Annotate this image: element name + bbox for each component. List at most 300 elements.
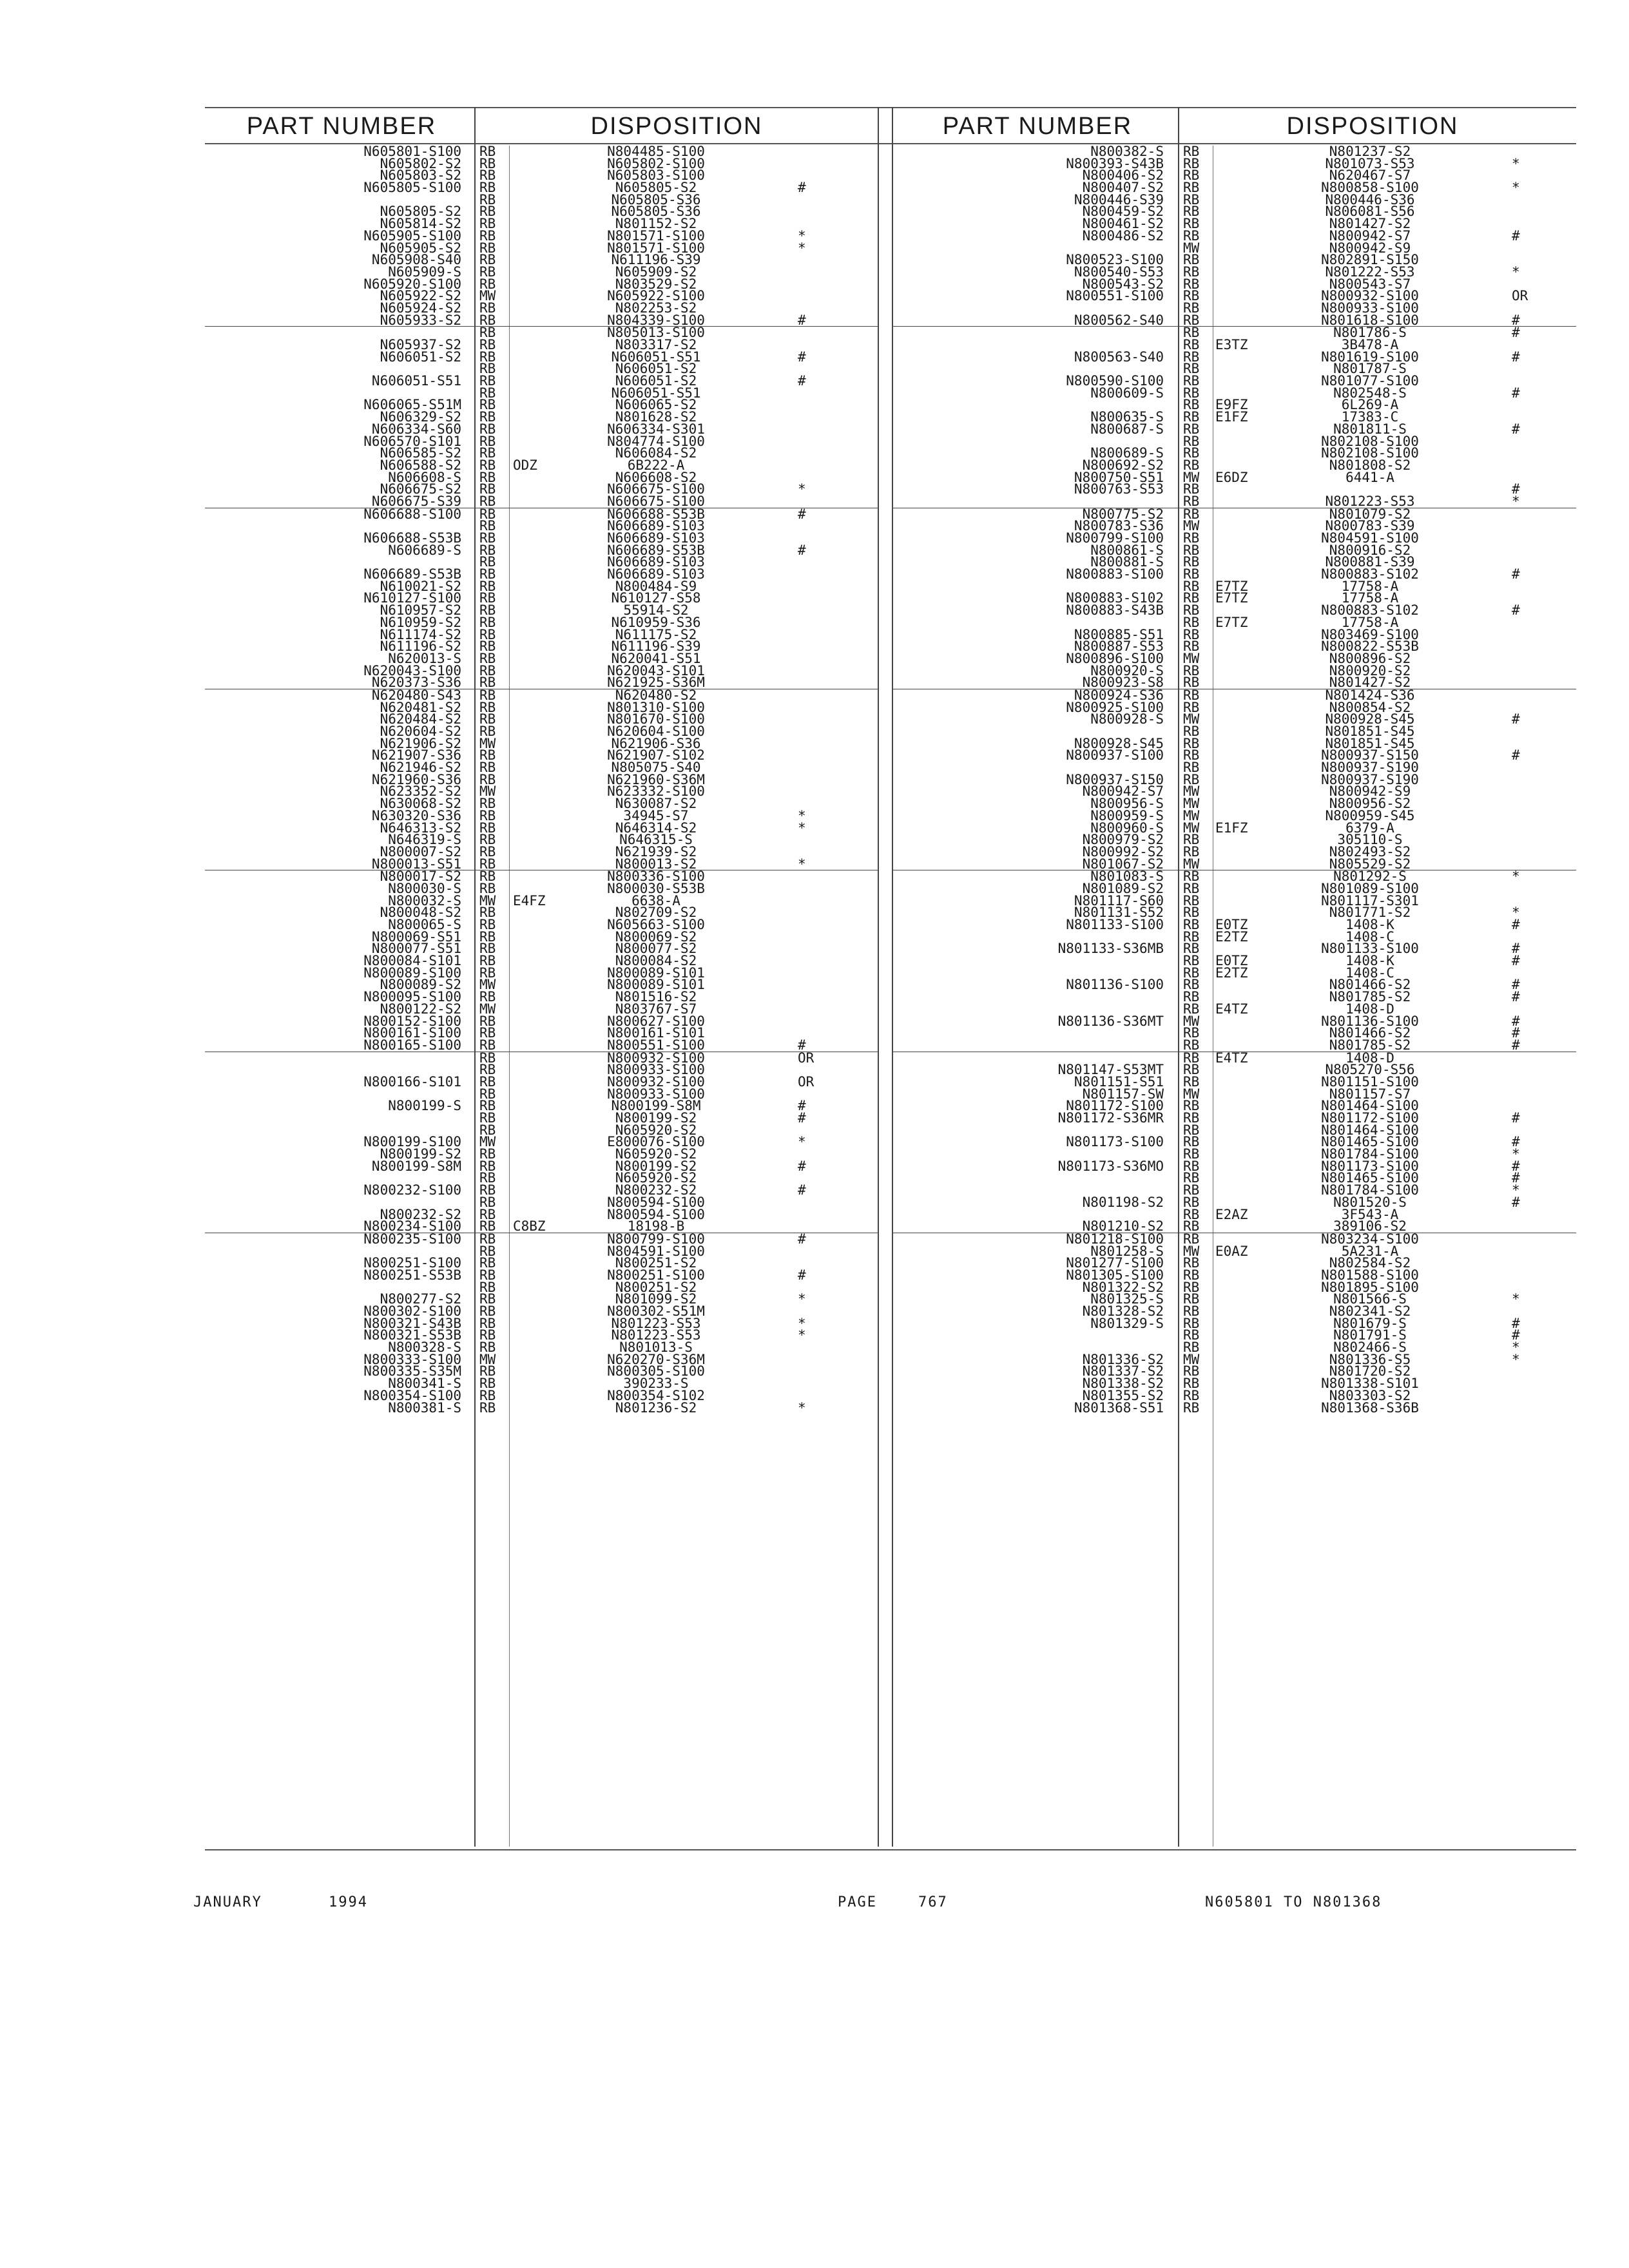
disposition-cell: N804591-S100 bbox=[607, 1243, 705, 1259]
table-row bbox=[205, 469, 878, 485]
code-cell: RB bbox=[1183, 747, 1200, 764]
engineering-code-cell: E4TZ bbox=[1215, 1050, 1248, 1066]
table-row bbox=[205, 1160, 878, 1173]
flag-cell: * bbox=[798, 227, 806, 244]
flag-cell: # bbox=[1512, 1025, 1520, 1041]
disposition-cell: N611175-S2 bbox=[615, 626, 697, 642]
disposition-cell: N801465-S100 bbox=[1321, 1134, 1419, 1150]
table-row bbox=[893, 843, 1576, 860]
table-row bbox=[893, 735, 1576, 751]
table-row bbox=[893, 556, 1576, 568]
table-row bbox=[893, 1387, 1576, 1403]
flag-cell: # bbox=[1512, 989, 1520, 1005]
code-cell: RB bbox=[479, 361, 496, 377]
code-cell: RB bbox=[1183, 1206, 1200, 1222]
flag-cell: * bbox=[798, 807, 806, 823]
engineering-code-cell: E1FZ bbox=[1215, 409, 1248, 425]
disposition-cell: N802493-S2 bbox=[1329, 843, 1411, 860]
table-row bbox=[205, 1245, 878, 1258]
code-cell: RB bbox=[479, 796, 496, 812]
part-number-cell: N801133-S100 bbox=[1066, 917, 1164, 932]
code-cell: RB bbox=[479, 1110, 496, 1126]
disposition-cell: N800883-S102 bbox=[1321, 602, 1419, 619]
code-cell: RB bbox=[479, 614, 496, 630]
code-cell: RB bbox=[1183, 1146, 1200, 1162]
code-cell: RB bbox=[479, 554, 496, 570]
disposition-cell: N801679-S bbox=[1333, 1315, 1407, 1331]
engineering-code-cell: E1FZ bbox=[1215, 820, 1248, 836]
disposition-cell: N800446-S36 bbox=[1325, 191, 1415, 207]
part-number-cell: N620373-S36 bbox=[371, 675, 461, 691]
disposition-cell: N805075-S40 bbox=[611, 760, 701, 776]
table-row bbox=[205, 1100, 878, 1112]
part-number-cell: N605905-S2 bbox=[380, 240, 461, 256]
table-row bbox=[205, 1112, 878, 1124]
disposition-cell: N800354-S102 bbox=[607, 1387, 705, 1403]
footer-page-number: 767 bbox=[918, 1894, 948, 1910]
table-row bbox=[205, 363, 878, 375]
table-row bbox=[205, 578, 878, 594]
code-cell: RB bbox=[1183, 639, 1200, 655]
disposition-cell: N800942-S9 bbox=[1329, 240, 1411, 256]
flag-cell: * bbox=[1512, 1182, 1520, 1198]
code-cell: RB bbox=[1183, 965, 1200, 981]
code-cell: RB bbox=[479, 337, 496, 352]
disposition-cell: N800920-S2 bbox=[1329, 662, 1411, 678]
disposition-cell: N621939-S2 bbox=[615, 843, 697, 860]
part-number-cell: N800302-S100 bbox=[363, 1303, 461, 1319]
part-number-cell: N801325-S bbox=[1090, 1291, 1164, 1307]
disposition-cell: N801628-S2 bbox=[615, 409, 697, 425]
table-row bbox=[205, 1073, 878, 1090]
bottom-rule bbox=[205, 1849, 1576, 1850]
code-cell: RB bbox=[1183, 662, 1200, 678]
code-cell: RB bbox=[479, 312, 496, 328]
part-number-cell: N800896-S100 bbox=[1066, 650, 1164, 666]
flag-cell: * bbox=[798, 240, 806, 256]
code-cell: RB bbox=[479, 325, 496, 341]
part-number-cell: N800540-S53 bbox=[1074, 264, 1164, 280]
code-cell: RB bbox=[479, 1303, 496, 1319]
code-cell: RB bbox=[479, 1399, 496, 1416]
disposition-cell: N800932-S100 bbox=[607, 1050, 705, 1066]
part-number-cell: N801277-S100 bbox=[1066, 1255, 1164, 1271]
part-number-cell: N605805-S100 bbox=[363, 180, 461, 196]
code-cell: RB bbox=[1183, 578, 1200, 594]
code-cell: RB bbox=[479, 421, 496, 437]
table-row bbox=[205, 459, 878, 472]
table-row bbox=[893, 155, 1576, 171]
code-cell: RB bbox=[479, 711, 496, 727]
table-row bbox=[893, 469, 1576, 485]
code-cell: RB bbox=[1183, 397, 1200, 413]
code-cell: RB bbox=[1183, 699, 1200, 715]
part-number-cell: N801337-S2 bbox=[1082, 1363, 1164, 1379]
part-number-cell: N800382-S bbox=[1090, 144, 1164, 159]
code-cell: RB bbox=[1183, 1122, 1200, 1138]
part-number-cell: N800069-S51 bbox=[371, 928, 461, 945]
table-row bbox=[893, 785, 1576, 798]
code-cell: RB bbox=[479, 1158, 496, 1174]
disposition-cell: N800933-S100 bbox=[607, 1086, 705, 1102]
disposition-cell: 1408-K bbox=[1345, 917, 1394, 932]
part-number-cell: N630068-S2 bbox=[380, 796, 461, 812]
code-cell: RB bbox=[1183, 1194, 1200, 1210]
code-cell: RB bbox=[1183, 349, 1200, 365]
table-row bbox=[205, 314, 878, 327]
part-number-cell: N620604-S2 bbox=[380, 724, 461, 739]
disposition-cell: N606051-S51 bbox=[611, 349, 701, 365]
code-cell: RB bbox=[479, 216, 496, 232]
disposition-cell: N606689-S103 bbox=[607, 530, 705, 546]
code-cell: RB bbox=[479, 457, 496, 473]
part-number-cell: N800562-S40 bbox=[1074, 312, 1164, 328]
part-number-cell: N800687-S bbox=[1090, 421, 1164, 437]
code-cell: MW bbox=[1183, 1243, 1200, 1259]
code-cell: RB bbox=[1183, 1110, 1200, 1126]
table-row bbox=[205, 387, 878, 399]
table-row bbox=[893, 1279, 1576, 1295]
disposition-cell: N800881-S39 bbox=[1325, 554, 1415, 570]
table-row bbox=[893, 218, 1576, 230]
flag-cell: * bbox=[1512, 264, 1520, 280]
table-row bbox=[893, 433, 1576, 449]
table-row bbox=[205, 1399, 878, 1416]
part-number-cell: N800234-S100 bbox=[363, 1218, 461, 1235]
disposition-cell: N801089-S100 bbox=[1321, 880, 1419, 896]
disposition-cell: N800336-S100 bbox=[607, 869, 705, 885]
code-cell: RB bbox=[1183, 312, 1200, 328]
code-cell: RB bbox=[479, 1050, 496, 1066]
part-number-cell: N800166-S101 bbox=[363, 1073, 461, 1090]
table-row bbox=[205, 242, 878, 255]
disposition-cell: N801465-S100 bbox=[1321, 1170, 1419, 1186]
code-cell: RB bbox=[1183, 1218, 1200, 1235]
left-disposition-header: DISPOSITION bbox=[590, 113, 763, 140]
right-parts-table bbox=[893, 146, 1576, 1414]
engineering-code-cell: E4TZ bbox=[1215, 1001, 1248, 1017]
center-divider-a bbox=[878, 107, 879, 1847]
table-row bbox=[205, 326, 878, 339]
code-cell: RB bbox=[479, 1098, 496, 1114]
table-row bbox=[205, 713, 878, 726]
table-row bbox=[205, 822, 878, 834]
code-cell: RB bbox=[479, 227, 496, 244]
flag-cell: # bbox=[1512, 711, 1520, 727]
part-number-cell: N800232-S100 bbox=[363, 1182, 461, 1198]
part-number-cell: N606051-S51 bbox=[371, 373, 461, 389]
disposition-cell: N800199-S8M bbox=[611, 1098, 701, 1114]
disposition-cell: N801784-S100 bbox=[1321, 1146, 1419, 1162]
disposition-cell: N800858-S100 bbox=[1321, 180, 1419, 196]
table-row bbox=[205, 1220, 878, 1233]
code-cell: RB bbox=[479, 276, 496, 292]
disposition-cell: N801619-S100 bbox=[1321, 349, 1419, 365]
table-row bbox=[205, 798, 878, 810]
footer-range: N605801 TO N801368 bbox=[1205, 1894, 1382, 1910]
flag-cell: * bbox=[798, 1291, 806, 1307]
part-number-cell: N605801-S100 bbox=[363, 144, 461, 159]
table-row bbox=[893, 1269, 1576, 1282]
table-row bbox=[205, 483, 878, 495]
code-cell: RB bbox=[1183, 724, 1200, 739]
code-cell: RB bbox=[479, 1267, 496, 1283]
table-row bbox=[205, 1039, 878, 1052]
disposition-cell: N803317-S2 bbox=[615, 337, 697, 352]
part-number-cell: N800007-S2 bbox=[380, 843, 461, 860]
code-cell: RB bbox=[1183, 735, 1200, 751]
flag-cell: # bbox=[1512, 481, 1520, 497]
part-number-cell: N800881-S bbox=[1090, 554, 1164, 570]
table-row bbox=[205, 614, 878, 630]
flag-cell: OR bbox=[1512, 288, 1528, 304]
table-row bbox=[205, 892, 878, 908]
engineering-code-cell: E2AZ bbox=[1215, 1206, 1248, 1222]
table-row bbox=[893, 822, 1576, 834]
code-cell: RB bbox=[479, 1194, 496, 1210]
flag-cell: # bbox=[1512, 1110, 1520, 1126]
table-row bbox=[893, 650, 1576, 666]
part-number-cell: N606688-S53B bbox=[363, 530, 461, 546]
table-row bbox=[205, 650, 878, 666]
table-row bbox=[893, 626, 1576, 642]
table-row bbox=[893, 880, 1576, 896]
disposition-cell: N801152-S2 bbox=[615, 216, 697, 232]
table-row bbox=[205, 807, 878, 823]
code-cell: RB bbox=[479, 1243, 496, 1259]
disposition-cell: N801077-S100 bbox=[1321, 373, 1419, 389]
disposition-cell: N801895-S100 bbox=[1321, 1279, 1419, 1295]
table-row bbox=[893, 375, 1576, 387]
table-row bbox=[893, 1341, 1576, 1354]
flag-cell: # bbox=[798, 1267, 806, 1283]
code-cell: RB bbox=[1183, 227, 1200, 244]
part-number-cell: N800799-S100 bbox=[1066, 530, 1164, 546]
part-number-cell: N800032-S bbox=[388, 892, 461, 908]
part-number-cell: N801133-S36MB bbox=[1057, 941, 1164, 957]
part-number-cell: N800887-S53 bbox=[1074, 639, 1164, 655]
part-number-cell: N800459-S2 bbox=[1082, 204, 1164, 220]
disposition-cell: N806081-S56 bbox=[1325, 204, 1415, 220]
part-number-cell: N800750-S51 bbox=[1074, 469, 1164, 485]
code-cell: RB bbox=[1183, 1037, 1200, 1053]
part-number-cell: N800084-S101 bbox=[363, 953, 461, 969]
table-row bbox=[205, 1378, 878, 1390]
table-row bbox=[205, 1088, 878, 1100]
table-row bbox=[893, 689, 1576, 702]
disposition-cell: N800251-S100 bbox=[607, 1267, 705, 1283]
disposition-cell: N620041-S51 bbox=[611, 650, 701, 666]
code-cell: RB bbox=[1183, 1025, 1200, 1041]
disposition-cell: N802341-S2 bbox=[1329, 1303, 1411, 1319]
table-row bbox=[205, 423, 878, 436]
part-number-cell: N606688-S100 bbox=[363, 506, 461, 522]
code-cell: RB bbox=[1183, 1387, 1200, 1403]
table-row bbox=[893, 1305, 1576, 1318]
code-cell: MW bbox=[1183, 469, 1200, 485]
part-number-cell: N606689-S53B bbox=[363, 566, 461, 582]
part-number-cell: N800563-S40 bbox=[1074, 349, 1164, 365]
code-cell: RB bbox=[1183, 892, 1200, 908]
code-cell: RB bbox=[479, 433, 496, 449]
flag-cell: # bbox=[798, 542, 806, 558]
disposition-cell: N801151-S100 bbox=[1321, 1073, 1419, 1090]
part-number-cell: N621960-S36 bbox=[371, 771, 461, 787]
disposition-cell: 389106-S2 bbox=[1333, 1218, 1407, 1235]
engineering-code-cell: E7TZ bbox=[1215, 614, 1248, 630]
table-row bbox=[205, 749, 878, 762]
part-number-cell: N801329-S bbox=[1090, 1315, 1164, 1331]
engineering-code-cell: E2TZ bbox=[1215, 928, 1248, 945]
code-cell: RB bbox=[479, 747, 496, 764]
part-number-cell: N620484-S2 bbox=[380, 711, 461, 727]
part-number-cell: N800924-S36 bbox=[1074, 687, 1164, 703]
disposition-cell: N630087-S2 bbox=[615, 796, 697, 812]
engineering-code-cell: E4FZ bbox=[513, 892, 546, 908]
disposition-cell: N803469-S100 bbox=[1321, 626, 1419, 642]
disposition-cell: N801222-S53 bbox=[1325, 264, 1415, 280]
table-row bbox=[205, 870, 878, 883]
disposition-cell: N801786-S bbox=[1333, 325, 1407, 341]
table-row bbox=[205, 1172, 878, 1184]
code-cell: MW bbox=[479, 1134, 496, 1150]
code-cell: RB bbox=[479, 300, 496, 316]
code-cell: MW bbox=[1183, 1013, 1200, 1029]
table-row bbox=[205, 520, 878, 532]
part-number-cell: N800920-S bbox=[1090, 662, 1164, 678]
disposition-cell: N801785-S2 bbox=[1329, 1037, 1411, 1053]
code-cell: RB bbox=[1183, 144, 1200, 159]
part-number-cell: N800199-S8M bbox=[371, 1158, 461, 1174]
code-cell: RB bbox=[479, 771, 496, 787]
code-cell: RB bbox=[1183, 1399, 1200, 1416]
disposition-cell: N801791-S bbox=[1333, 1327, 1407, 1343]
part-number-cell: N800013-S51 bbox=[371, 856, 461, 872]
flag-cell: OR bbox=[798, 1073, 815, 1090]
disposition-cell: 1408-K bbox=[1345, 953, 1394, 969]
code-cell: MW bbox=[1183, 711, 1200, 727]
table-row bbox=[893, 146, 1576, 158]
table-row bbox=[893, 614, 1576, 630]
table-row bbox=[893, 363, 1576, 375]
part-number-cell: N800609-S bbox=[1090, 385, 1164, 401]
disposition-cell: N605802-S100 bbox=[607, 155, 705, 171]
code-cell: RB bbox=[1183, 880, 1200, 896]
table-row bbox=[205, 447, 878, 459]
code-cell: RB bbox=[479, 578, 496, 594]
disposition-cell: N800013-S2 bbox=[615, 856, 697, 872]
code-cell: RB bbox=[479, 1279, 496, 1295]
flag-cell: # bbox=[1512, 325, 1520, 341]
part-number-cell: N605805-S2 bbox=[380, 204, 461, 220]
disposition-cell: 3F543-A bbox=[1341, 1206, 1399, 1222]
flag-cell: # bbox=[798, 1231, 806, 1247]
table-row bbox=[205, 1064, 878, 1076]
code-cell: RB bbox=[479, 349, 496, 365]
part-number-cell: N801083-S bbox=[1090, 869, 1164, 885]
table-row bbox=[205, 544, 878, 557]
code-cell: MW bbox=[1183, 856, 1200, 872]
flag-cell: # bbox=[1512, 227, 1520, 244]
disposition-cell: 1408-C bbox=[1345, 965, 1394, 981]
flag-cell: # bbox=[1512, 1327, 1520, 1343]
flag-cell: * bbox=[798, 1327, 806, 1343]
code-cell: RB bbox=[1183, 1182, 1200, 1198]
part-number-cell: N621907-S36 bbox=[371, 747, 461, 764]
disposition-cell: N800543-S7 bbox=[1329, 276, 1411, 292]
table-row bbox=[893, 892, 1576, 908]
disposition-cell: 6441-A bbox=[1345, 469, 1394, 485]
flag-cell: # bbox=[798, 1158, 806, 1174]
part-number-cell: N800406-S2 bbox=[1082, 168, 1164, 184]
flag-cell: # bbox=[1512, 953, 1520, 969]
table-row bbox=[205, 182, 878, 194]
disposition-cell: N611196-S39 bbox=[611, 252, 701, 268]
disposition-cell: N803234-S100 bbox=[1321, 1231, 1419, 1247]
part-number-cell: N801328-S2 bbox=[1082, 1303, 1164, 1319]
code-cell: RB bbox=[1183, 602, 1200, 619]
table-row bbox=[893, 1257, 1576, 1269]
code-cell: RB bbox=[1183, 941, 1200, 957]
table-row bbox=[893, 1148, 1576, 1160]
flag-cell: # bbox=[798, 349, 806, 365]
disposition-cell: N800956-S2 bbox=[1329, 796, 1411, 812]
part-number-cell: N646319-S bbox=[388, 832, 461, 848]
table-row bbox=[893, 1124, 1576, 1137]
table-row bbox=[205, 640, 878, 653]
flag-cell: # bbox=[1512, 1194, 1520, 1210]
part-number-cell: N611174-S2 bbox=[380, 626, 461, 642]
disposition-cell: N606688-S53B bbox=[607, 506, 705, 522]
code-cell: RB bbox=[1183, 1315, 1200, 1331]
table-row bbox=[893, 749, 1576, 762]
code-cell: RB bbox=[1183, 590, 1200, 606]
table-row bbox=[893, 290, 1576, 302]
code-cell: RB bbox=[479, 687, 496, 703]
code-cell: RB bbox=[479, 191, 496, 207]
table-row bbox=[893, 771, 1576, 787]
table-row bbox=[205, 762, 878, 774]
disposition-cell: N800251-S2 bbox=[615, 1255, 697, 1271]
part-number-cell: N800089-S2 bbox=[380, 977, 461, 993]
disposition-cell: N802466-S bbox=[1333, 1340, 1407, 1356]
engineering-code-cell: E7TZ bbox=[1215, 590, 1248, 606]
disposition-cell: N605920-S2 bbox=[615, 1146, 697, 1162]
table-row bbox=[205, 1124, 878, 1137]
code-cell: RB bbox=[1183, 1303, 1200, 1319]
part-number-cell: N800235-S100 bbox=[363, 1231, 461, 1247]
disposition-cell: N800937-S150 bbox=[1321, 747, 1419, 764]
part-number-cell: N620043-S100 bbox=[363, 662, 461, 678]
part-number-cell: N801089-S2 bbox=[1082, 880, 1164, 896]
part-number-cell: N605922-S2 bbox=[380, 288, 461, 304]
part-number-cell: N800199-S2 bbox=[380, 1146, 461, 1162]
code-cell: RB bbox=[479, 155, 496, 171]
part-number-cell: N800321-S43B bbox=[363, 1315, 461, 1331]
part-number-cell: N605814-S2 bbox=[380, 216, 461, 232]
part-number-cell: N800959-S bbox=[1090, 807, 1164, 823]
table-row bbox=[893, 1351, 1576, 1367]
disposition-cell: N800933-S100 bbox=[607, 1062, 705, 1078]
code-cell: RB bbox=[1183, 542, 1200, 558]
disposition-cell: N801133-S100 bbox=[1321, 941, 1419, 957]
code-cell: RB bbox=[479, 518, 496, 534]
part-number-cell: N800923-S8 bbox=[1082, 675, 1164, 691]
code-cell: RB bbox=[1183, 445, 1200, 461]
table-row bbox=[893, 169, 1576, 182]
flag-cell: # bbox=[798, 1110, 806, 1126]
code-cell: RB bbox=[479, 264, 496, 280]
